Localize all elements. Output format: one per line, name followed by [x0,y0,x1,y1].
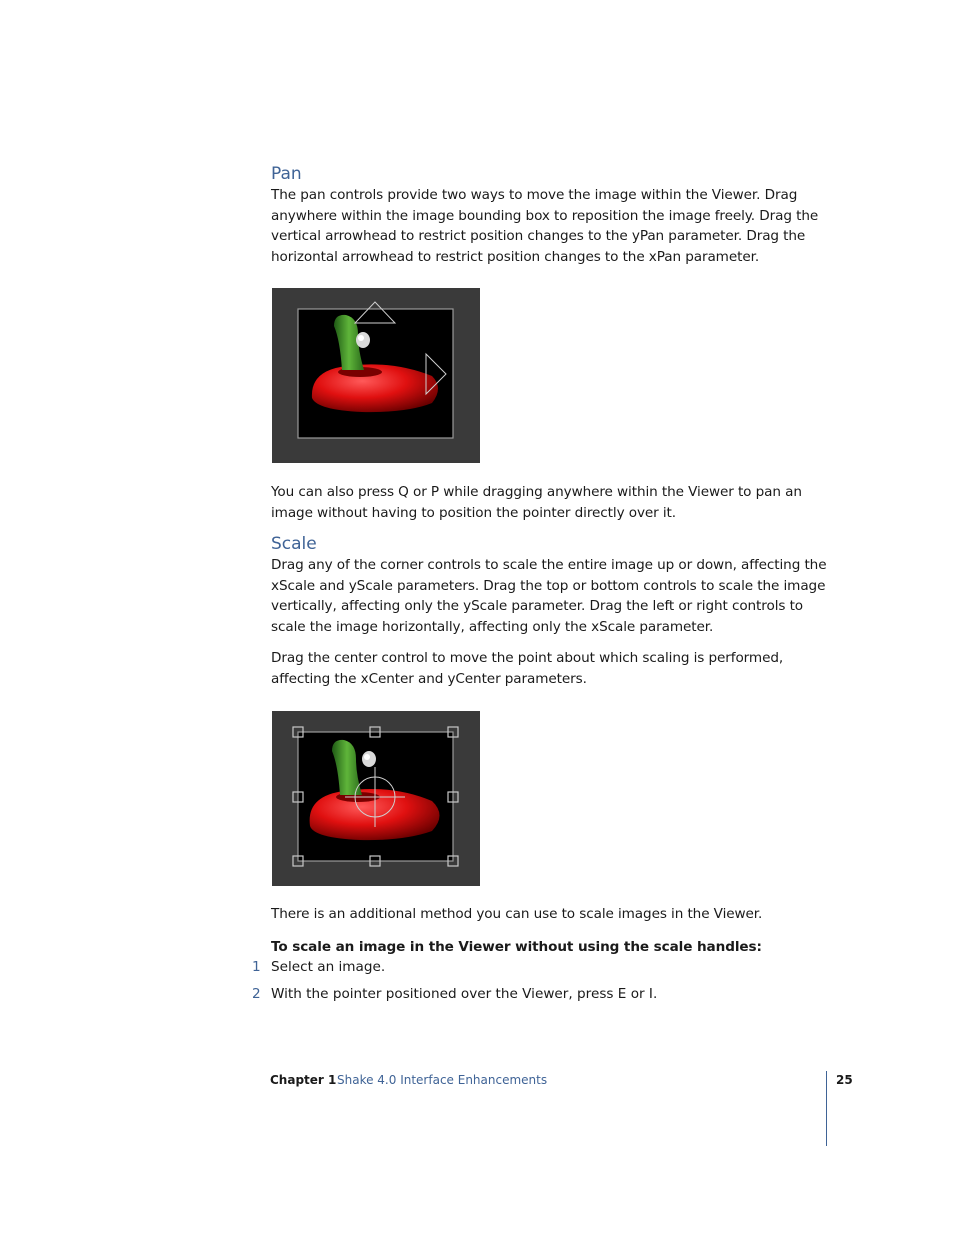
pan-heading: Pan [271,164,302,184]
scale-viewer-image [272,711,480,886]
scale-viewer-figure [272,711,480,886]
footer-divider [826,1071,827,1146]
scale-paragraph-1: Drag any of the corner controls to scale the entire image up or down, affecting the xScale and yScale parameters. Drag the top or bottom controls to scale the image vertically, affecting only the yScale parameter. Drag the left or right controls to scale the image horizontally, affecting only the xScale parameter. [271,557,827,635]
footer-chapter-title: Shake 4.0 Interface Enhancements [337,1073,548,1087]
scale-paragraph-2: Drag the center control to move the point about which scaling is performed, affecting the xCenter and yCenter parameters. [271,650,784,687]
pan-viewer-figure [272,288,480,463]
step-text: Select an image. [271,959,386,975]
page-number: 25 [836,1073,853,1087]
footer-chapter: Chapter 1 [270,1073,337,1087]
step-text: With the pointer positioned over the Viewer, press E or I. [271,986,658,1002]
scale-after-figure-text: There is an additional method you can use to scale images in the Viewer. [271,906,763,922]
step-number: 1 [252,959,261,975]
procedure-title: To scale an image in the Viewer without using the scale handles: [271,939,762,955]
pan-viewer-image [272,288,480,463]
scale-heading: Scale [271,534,317,554]
pan-paragraph: The pan controls provide two ways to move the image within the Viewer. Drag anywhere within the image bounding box to reposition the image freely. Drag the vertical arrowhead to restrict position changes to the yPan parameter. Drag the horizontal arrowhead to restrict position changes to the xPan parameter. [271,187,819,265]
pan-after-figure-text: You can also press Q or P while dragging anywhere within the Viewer to pan an image without having to position the pointer directly over it. [271,484,802,521]
step-number: 2 [252,986,261,1002]
